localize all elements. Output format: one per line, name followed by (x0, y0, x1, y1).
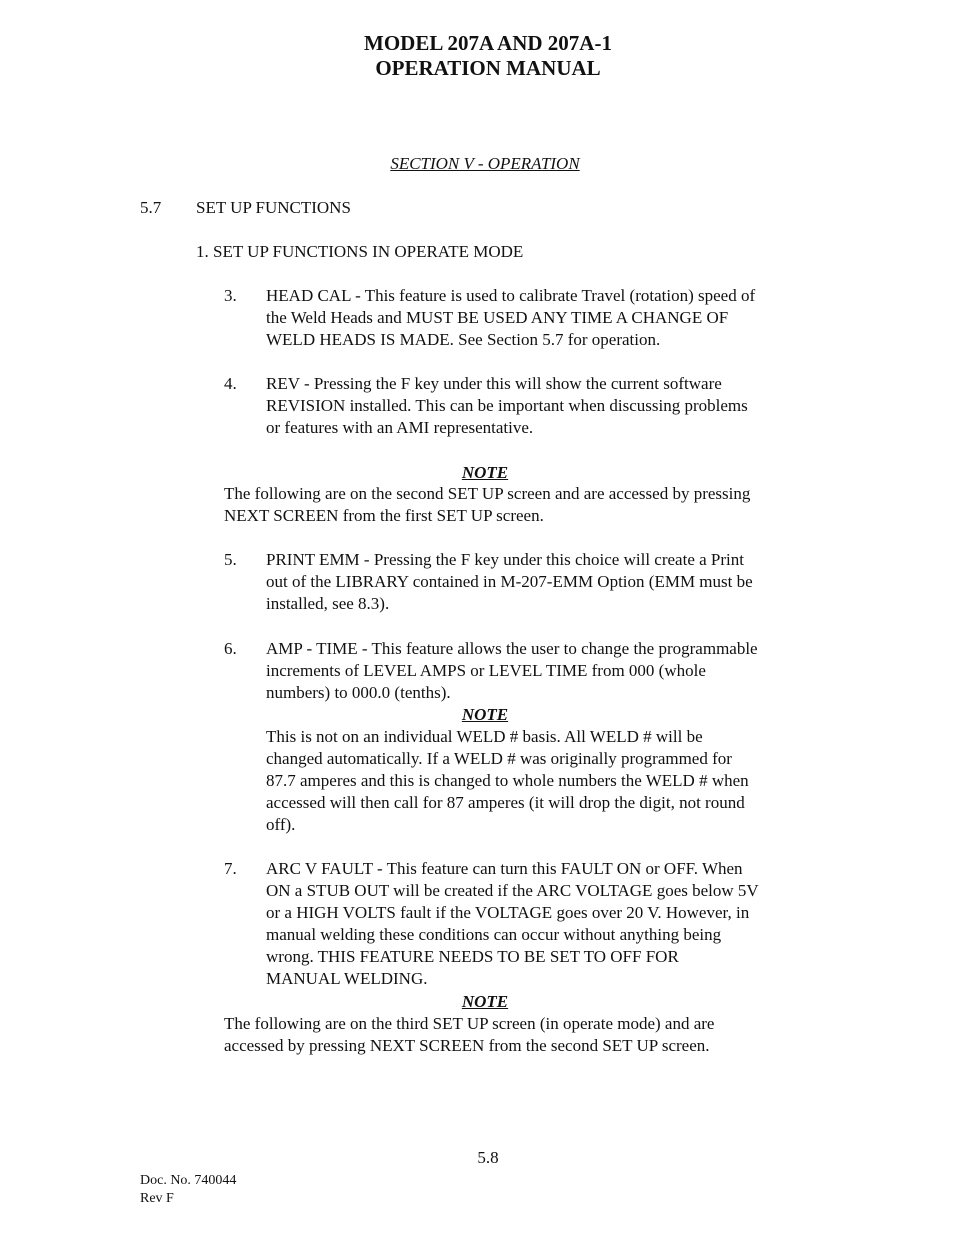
item-line: MANUAL WELDING. (266, 969, 428, 988)
item-number: 6. (224, 639, 237, 658)
item-number: 5. (224, 550, 237, 569)
note-line: NEXT SCREEN from the first SET UP screen. (224, 506, 544, 525)
note-line: The following are on the third SET UP screen (in operate mode) and are (224, 1014, 715, 1033)
note-body (224, 1013, 824, 1057)
page-number: 5.8 (477, 1148, 499, 1167)
list-item-print-emm (266, 549, 826, 615)
revision: Rev F (140, 1191, 174, 1206)
section-title: SECTION V - OPERATION (390, 154, 580, 173)
item-line: REV - Pressing the F key under this will show the current software (266, 374, 722, 393)
list-item-amp-time (266, 638, 826, 704)
note-line: accessed will then call for 87 amperes (it will drop the digit, not round (266, 793, 745, 812)
document-title: MODEL 207A AND 207A-1 (364, 31, 612, 55)
item-number: 4. (224, 374, 237, 393)
item-line: wrong. THIS FEATURE NEEDS TO BE SET TO OFF FOR (266, 947, 679, 966)
note-body (224, 483, 824, 527)
item-note-body (266, 726, 826, 836)
document-subtitle: OPERATION MANUAL (375, 56, 601, 80)
item-line: manual welding these conditions can occur without anything being (266, 925, 722, 944)
item-line: REVISION installed. This can be important when discussing problems (266, 396, 748, 415)
note-line: The following are on the second SET UP screen and are accessed by pressing (224, 484, 751, 503)
item-number: 7. (224, 859, 237, 878)
note-line: This is not on an individual WELD # basis. All WELD # will be (266, 727, 703, 746)
item-line: or features with an AMI representative. (266, 418, 534, 437)
item-line: or a HIGH VOLTS fault if the VOLTAGE goes over 20 V. However, in (266, 903, 750, 922)
list-item-rev (266, 373, 826, 439)
item-line: AMP - TIME - This feature allows the user to change the programmable (266, 639, 758, 658)
item-line: HEAD CAL - This feature is used to calibrate Travel (rotation) speed of (266, 286, 756, 305)
item-number: 3. (224, 286, 237, 305)
note-line: accessed by pressing NEXT SCREEN from the second SET UP screen. (224, 1036, 710, 1055)
note-line: 87.7 amperes and this is changed to whole numbers the WELD # when (266, 771, 749, 790)
note-heading: NOTE (461, 463, 509, 482)
item-line: increments of LEVEL AMPS or LEVEL TIME from 000 (whole (266, 661, 706, 680)
item-line: PRINT EMM - Pressing the F key under this choice will create a Print (266, 550, 744, 569)
list-heading: 1. SET UP FUNCTIONS IN OPERATE MODE (196, 242, 524, 261)
item-line: ARC V FAULT - This feature can turn this FAULT ON or OFF. When (266, 859, 743, 878)
note-heading: NOTE (461, 705, 509, 724)
item-line: installed, see 8.3). (266, 594, 390, 613)
item-line: ON a STUB OUT will be created if the ARC VOLTAGE goes below 5V (266, 881, 759, 900)
note-line: off). (266, 815, 296, 834)
note-heading: NOTE (461, 992, 509, 1011)
doc-number: Doc. No. 740044 (140, 1173, 237, 1188)
list-item-head-cal (266, 285, 826, 351)
item-line: numbers) to 000.0 (tenths). (266, 683, 451, 702)
item-line: the Weld Heads and MUST BE USED ANY TIME A CHANGE OF (266, 308, 729, 327)
item-line: out of the LIBRARY contained in M-207-EMM Option (EMM must be (266, 572, 753, 591)
subsection-number: 5.7 (140, 198, 162, 217)
note-line: changed automatically. If a WELD # was originally programmed for (266, 749, 732, 768)
list-item-arc-v-fault (266, 858, 826, 990)
subsection-title: SET UP FUNCTIONS (196, 198, 351, 217)
item-line: WELD HEADS IS MADE. See Section 5.7 for operation. (266, 330, 661, 349)
